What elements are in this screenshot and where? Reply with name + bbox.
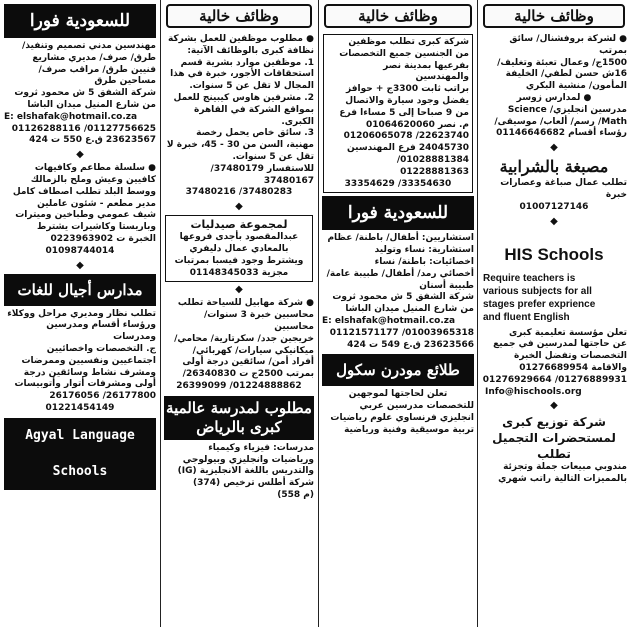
ad-line: 16ش حسن لطفي/ الخليفة	[505, 69, 627, 80]
ad-line: مهنية، السن من 30 - 45، خبرة لا	[166, 140, 314, 151]
ad-line: كافيين وعيش وملح بالزمالك	[30, 174, 156, 185]
ad-profesional	[479, 34, 629, 140]
ad-line: أفراد أمن/ سائقين درجة أولى	[182, 357, 314, 368]
ad-line: بمرتب 2500ج ت 26340830/	[182, 369, 314, 380]
ad-line: يفضل وجود سيارة والاتصال	[345, 95, 469, 106]
ad-line: استشاريين: أطفال/ باطنة/ عظام	[327, 233, 474, 244]
section-header: وظائف خالية	[166, 4, 312, 28]
separator	[479, 217, 629, 227]
ad-line: 26177800/ 26176056	[49, 391, 156, 402]
ad-line: تقل عن 5 سنوات.	[232, 151, 314, 162]
separator	[162, 202, 316, 212]
ad-line: استشارية: نساء وتوليد	[374, 245, 474, 256]
ad-line: 01276889931/ 01276929664	[482, 374, 627, 385]
ad-banner: Agyal Language Schools	[4, 418, 156, 490]
ad-line: فنيين طرق/ مراقب صرف/	[38, 64, 156, 75]
ad-line: ورؤساء أقسام ومدرسين ومدرسات	[46, 320, 156, 343]
ad-line: مندوبي مبيعات جملة وتجزئة	[503, 462, 627, 473]
ad-line: والتدريس باللغة الانجليزية (IG)	[177, 466, 314, 477]
ad-line: م. نصر 01064620060	[365, 119, 469, 130]
ad-line: ومشرف نشاط وسائقين درجة	[23, 367, 156, 378]
ad-line: 01003965318/ 01121571177	[329, 327, 474, 338]
ad-line: للتخصصات مدرسين عربي	[359, 401, 474, 412]
ad-line: عن حاجتها لمدرسين في جميع	[493, 339, 627, 350]
ad-line: انجليزي فرنساوي علوم رياضيات	[330, 412, 474, 423]
ad-line: استحقاقات الأجور، خبرة في هذا	[170, 69, 314, 80]
section-header: وظائف خالية	[483, 4, 625, 28]
section-header: وظائف خالية	[324, 4, 472, 28]
ad-line: شركة أطلس ترخيص (374)	[193, 478, 314, 489]
column-4	[2, 0, 158, 627]
ad-title: مصبغة بالشرابية	[499, 157, 609, 177]
ad-line: Math/ رسم/ ألعاب/ موسيقى/	[494, 116, 627, 127]
ad-line: مساحين طرق	[94, 76, 156, 87]
ad-line: المجال لا تقل عن 5 سنوات.	[189, 81, 314, 92]
ad-line: الخبرة ت 0223963902	[50, 233, 156, 244]
ad-box	[323, 34, 473, 193]
separator	[479, 401, 629, 411]
ad-line: stages prefer exprience	[483, 298, 596, 310]
ad-line: رؤساء أقسام 01146646682	[496, 128, 627, 139]
ad-line: مدرسين انجليزي/ Science	[507, 104, 627, 115]
ad-line: من شارع المنيل ميدان الباشا	[345, 304, 474, 315]
ad-banner: للسعودية فورا	[4, 4, 156, 38]
ad-line: ● مطلوب موظفين للعمل بشركة	[167, 34, 314, 44]
ad-title: HIS Schools	[504, 244, 604, 264]
ad-banner: مطلوب لمدرسة عالمية كبرى بالرياض	[164, 396, 314, 440]
ad-line: التخصصات وتفضل الخبرة	[514, 351, 627, 362]
ad-line: 01028881384/ 01228881363	[396, 154, 469, 177]
column-2	[320, 0, 476, 627]
ad-line: طرق/ صرف/ مديري مشاريع	[32, 52, 156, 63]
ad-line: بمواقع الشركة في القاهرة الكبرى.	[194, 104, 314, 127]
ad-title: لمجموعة صيدليات	[190, 218, 288, 232]
ad-line: شركة الشفق 5 ش محمود ثروت	[14, 88, 156, 99]
ad-line: 01224888862/ 26399099	[176, 380, 302, 391]
ad-line: 01127756625/ 01126288116	[11, 123, 156, 134]
separator	[2, 261, 158, 271]
ad-line: 22623740/ 01206065078	[343, 131, 469, 142]
column-1	[479, 0, 629, 627]
ad-line: and fluent English	[483, 311, 570, 323]
ad-line: تعلن لحاجتها لموجهين	[348, 389, 448, 400]
ad-line: أخصائي رمد/ أطفال/ طبيبة عامة/	[326, 268, 474, 279]
ad-line: 2. مشرفين هاوس كيبينج للعمل	[173, 92, 314, 103]
ad-email: E: elshafak@hotmail.co.za	[322, 315, 456, 326]
ad-line: محاسبين خبرة 3 سنوات/ محاسبين	[203, 310, 314, 332]
ad-line: 23623567 ق.ع 550 ت 424	[29, 135, 156, 146]
ad-line: طبيبة أسنان	[419, 280, 474, 291]
ad-line: مدير مطعم - شئون عاملين	[37, 198, 156, 209]
ad-banner: مدارس أجيال للغات	[4, 274, 156, 306]
separator	[479, 143, 629, 153]
ad-line: للاستفسار 37480179/ 37480167	[210, 163, 314, 186]
ad-email: E: elshafak@hotmail.co.za	[4, 111, 138, 122]
ad-line: بفرعيها بمدينة نصر والمهندسين	[383, 60, 469, 83]
ad-line: خريجين جدد/ سكرتارية/ محامي/	[174, 333, 314, 344]
ad-line: أولى ومشرفات أتوار وأتوبيسات	[14, 379, 156, 390]
ad-line: ج. التخصصات واخصائيين	[46, 343, 156, 354]
ad-email: Info@hischools.org	[485, 386, 582, 397]
ad-line: 33354630/ 33354629	[344, 178, 452, 189]
ad-line: مجزية 01148345033	[189, 267, 289, 278]
ad-line: various subjects for all	[483, 285, 592, 297]
separator	[162, 285, 316, 295]
ad-line: والاقامة 01276689954	[519, 362, 627, 373]
ad-line: ميكانيكي سيارات/ كهربائي/	[192, 345, 314, 356]
ad-line: تربية موسيقية وفنية ورياضية	[344, 424, 474, 435]
ad-box	[165, 215, 313, 282]
ad-line: نظافة كبرى بالوظائف الآتية:	[187, 45, 314, 56]
column-divider	[318, 0, 319, 627]
ad-line: مهندسين مدني تصميم وتنفيذ/	[22, 41, 156, 51]
ad-line: ويشترط وجود فيسبا بمرتبات	[174, 255, 304, 266]
ad-line: 01098744014	[45, 245, 115, 256]
ad-line: 1500ج/ وعمال تعبئة وتغليف/	[497, 57, 627, 68]
column-divider	[477, 0, 478, 627]
ad-line: 37480283/ 37480216	[185, 187, 293, 198]
ad-line: مدرسات: فيزياء وكيمياء	[208, 442, 314, 453]
ad-line: اخصائيات: باطنة/ نساء	[374, 256, 474, 267]
ad-line: 01221454149	[45, 402, 115, 413]
ad-line: ورياضيات وانجليزي وبيولوجي	[182, 454, 314, 465]
ad-line: عبدالمقصود بأجدى فروعها	[179, 232, 299, 243]
ad-line: Require teachers is	[483, 272, 576, 284]
ad-line: براتب ثابت 3300ج + حوافز	[346, 84, 469, 95]
ad-line: 1. موظفين موارد بشرية قسم	[180, 57, 314, 68]
ad-line: ● سلسلة مطاعم وكافيهات	[34, 163, 156, 174]
ad-line: ● شركة مهابيل للسياحة تطلب	[177, 298, 314, 309]
ad-line: المأمون/ منشية البكري	[525, 81, 627, 92]
ad-line: ووسط البلد تطلب اصطاف كامل	[12, 186, 156, 197]
ad-line: بالمعادي عمال دليفري	[189, 243, 289, 254]
ad-line: بالمميزات التالية راتب شهري	[498, 474, 627, 485]
column-3	[162, 0, 316, 627]
ad-line: 23623566 ق.ع 549 ت 424	[347, 339, 474, 350]
ad-line: شركة الشفق 5 ش محمود ثروت	[332, 292, 474, 303]
ad-line: 3. سائق خاص يحمل رخصة	[196, 128, 314, 139]
ad-line: اجتماعيين ونفسيين وممرضات	[21, 355, 156, 366]
ad-line: ● لشركة بروفشنال/ سائق بمرتب	[509, 34, 627, 56]
ad-title: شركة توزيع كبرى لمستحضرات التجميل تطلب	[492, 415, 616, 462]
ad-line: 24045730 فرع المهندسين	[347, 143, 469, 154]
ad-line: من الجنسين جميع التخصصات	[339, 48, 469, 59]
ad-line: تعلن مؤسسة تعليمية كبرى	[508, 327, 627, 338]
ad-line: وباريستا وكاشيرات يشترط	[36, 222, 156, 233]
ad-banner: للسعودية فورا	[322, 196, 474, 230]
ad-line: ● لمدارس زوسر	[516, 92, 592, 103]
ad-line: من 9 صباحا إلى 5 مساءا فرع	[339, 107, 469, 118]
ad-line: شيف عمومي وطباخين وميترات	[15, 210, 156, 221]
ad-line: من شارع المنيل ميدان الباشا	[27, 99, 156, 110]
ad-line: شركة كبرى تطلب موظفين	[348, 37, 469, 47]
ad-line: تطلب عمال صباغة وعصارات خبرة	[500, 178, 627, 200]
ad-line: 01007127146	[519, 201, 589, 212]
ad-line: تطلب نظار ومديري مراحل ووكلاء	[7, 308, 156, 319]
separator	[2, 150, 158, 160]
column-divider	[160, 0, 161, 627]
ad-line: (م 558)	[277, 489, 314, 500]
ad-banner: طلائع مودرن سكول	[322, 354, 474, 386]
